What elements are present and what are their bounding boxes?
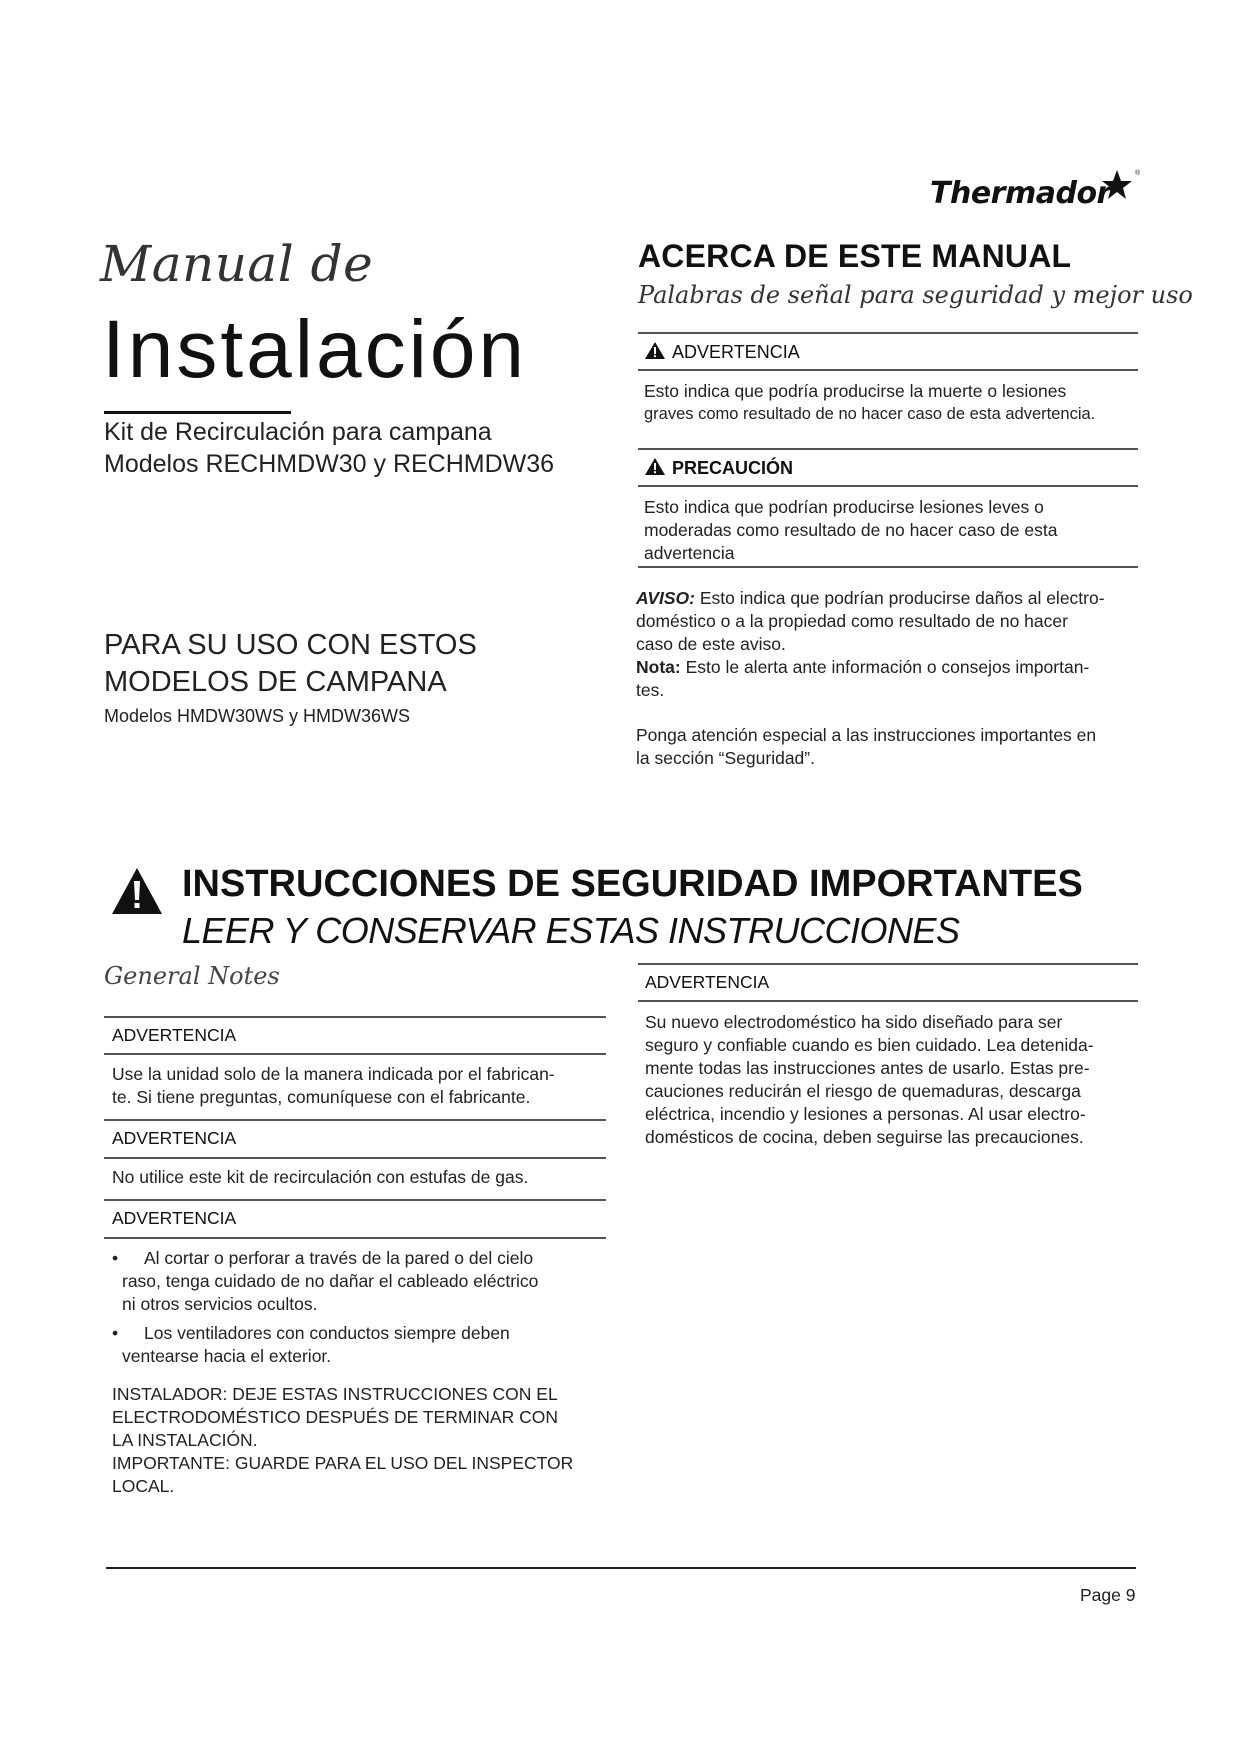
brand-name: Thermador [930,176,1111,211]
text-line: ELECTRODOMÉSTICO DESPUÉS DE TERMINAR CON [112,1407,558,1427]
text-line: Su nuevo electrodoméstico ha sido diseñado para ser [645,1012,1063,1032]
text-line: Use la unidad solo de la manera indicada por el fabrican- [112,1064,555,1084]
text-line: la sección “Seguridad”. [636,748,815,768]
subtitle-models: Modelos RECHMDW30 y RECHMDW36 [104,450,555,478]
divider [638,448,1138,450]
text-line: Esto indica que podría producirse la muerte o lesiones [644,381,1067,401]
text-line: ni otros servicios ocultos. [122,1294,318,1314]
text-line: mente todas las instrucciones antes de usarlo. Estas pre- [645,1058,1090,1078]
divider [104,1199,606,1201]
box1-text [112,1063,555,1109]
precaucion-text [644,496,1057,565]
advertencia-text [644,380,1095,426]
text-line: LOCAL. [112,1476,175,1496]
aviso-text: Esto indica que podrían producirse daños al electro- [695,588,1105,608]
registered-mark: ® [1135,170,1141,177]
divider [104,1237,606,1239]
nota-line [636,656,1156,679]
nota-label: Nota: [636,657,681,677]
bullet-marker: • [112,1323,119,1343]
precaucion-heading [644,457,793,479]
safety-subtitle: LEER Y CONSERVAR ESTAS INSTRUCCIONES [182,910,960,951]
page-number: Page 9 [1080,1585,1136,1605]
text-line: te. Si tiene preguntas, comuníquese con el fabricante. [112,1087,531,1107]
about-subheading: Palabras de señal para seguridad y mejor uso [638,281,1193,309]
installer-note [112,1383,573,1498]
box2-text: No utilice este kit de recirculación con estufas de gas. [112,1167,529,1187]
safety-title: INSTRUCCIONES DE SEGURIDAD IMPORTANTES [182,863,1083,905]
title-instalacion: Instalación [102,304,528,395]
divider [638,369,1138,371]
text-line: caso de este aviso. [636,634,786,654]
box4-text [645,1011,1094,1149]
divider [638,1000,1138,1002]
text-line: doméstico o a la propiedad como resultado de no hacer [636,611,1068,631]
divider [638,566,1138,568]
divider [638,963,1138,965]
divider [104,1016,606,1018]
box3-label: ADVERTENCIA [112,1208,237,1228]
box4-label: ADVERTENCIA [645,972,770,992]
attention-text [636,724,1096,770]
brand-logo [930,168,1146,218]
divider [104,1119,606,1121]
compat-heading-line: PARA SU USO CON ESTOS [104,629,477,661]
nota-text: Esto le alerta ante información o consejos importan- [680,657,1090,677]
text-line: advertencia [644,543,735,563]
compat-heading-line: MODELOS DE CAMPANA [104,666,447,698]
aviso-label: AVISO: [636,588,695,608]
warning-triangle-icon [644,457,666,476]
box1-label: ADVERTENCIA [112,1025,237,1045]
divider [104,1157,606,1159]
advertencia-label: ADVERTENCIA [672,342,800,362]
text-line: graves como resultado de no hacer caso de esta advertencia. [644,405,1096,423]
text-line: Los ventiladores con conductos siempre deben [144,1323,510,1343]
footer-divider [106,1567,1136,1569]
text-line: IMPORTANTE: GUARDE PARA EL USO DEL INSPECTOR [112,1453,574,1473]
text-line: domésticos de cocina, deben seguirse las precauciones. [645,1127,1084,1147]
text-line: cauciones reducirán el riesgo de quemaduras, descarga [645,1081,1081,1101]
bullet-item [112,1322,510,1368]
warning-triangle-icon [110,866,164,916]
divider [638,332,1138,334]
star-icon [1100,168,1134,202]
bullet-marker: • [112,1248,119,1268]
advertencia-heading [644,341,800,363]
about-heading: ACERCA DE ESTE MANUAL [638,238,1072,274]
box2-label: ADVERTENCIA [112,1128,237,1148]
compat-heading [104,627,477,701]
text-line: raso, tenga cuidado de no dañar el cableado eléctrico [122,1271,539,1291]
text-line: INSTALADOR: DEJE ESTAS INSTRUCCIONES CON EL [112,1384,558,1404]
divider [638,485,1138,487]
precaucion-label: PRECAUCIÓN [672,458,794,478]
text-line: eléctrica, incendio y lesiones a personas. Al usar electro- [645,1104,1086,1124]
text-line: Ponga atención especial a las instrucciones importantes en [636,725,1097,745]
aviso-block [636,587,1156,702]
general-notes-heading: General Notes [104,962,280,990]
warning-triangle-icon [644,341,666,360]
compat-models: Modelos HMDW30WS y HMDW36WS [104,706,411,726]
title-divider [104,411,291,414]
text-line: LA INSTALACIÓN. [112,1430,258,1450]
subtitle-kit: Kit de Recirculación para campana [104,418,492,446]
text-line: Al cortar o perforar a través de la pared o del cielo [144,1248,534,1268]
text-line: seguro y confiable cuando es bien cuidado. Lea detenida- [645,1035,1094,1055]
text-line: moderadas como resultado de no hacer caso de esta [644,520,1058,540]
text-line: ventearse hacia el exterior. [122,1346,332,1366]
bullet-item [112,1247,538,1316]
divider [104,1053,606,1055]
title-manual-de: Manual de [100,235,374,293]
text-line: Esto indica que podrían producirse lesiones leves o [644,497,1044,517]
text-line: tes. [636,680,665,700]
aviso-line [636,587,1156,610]
